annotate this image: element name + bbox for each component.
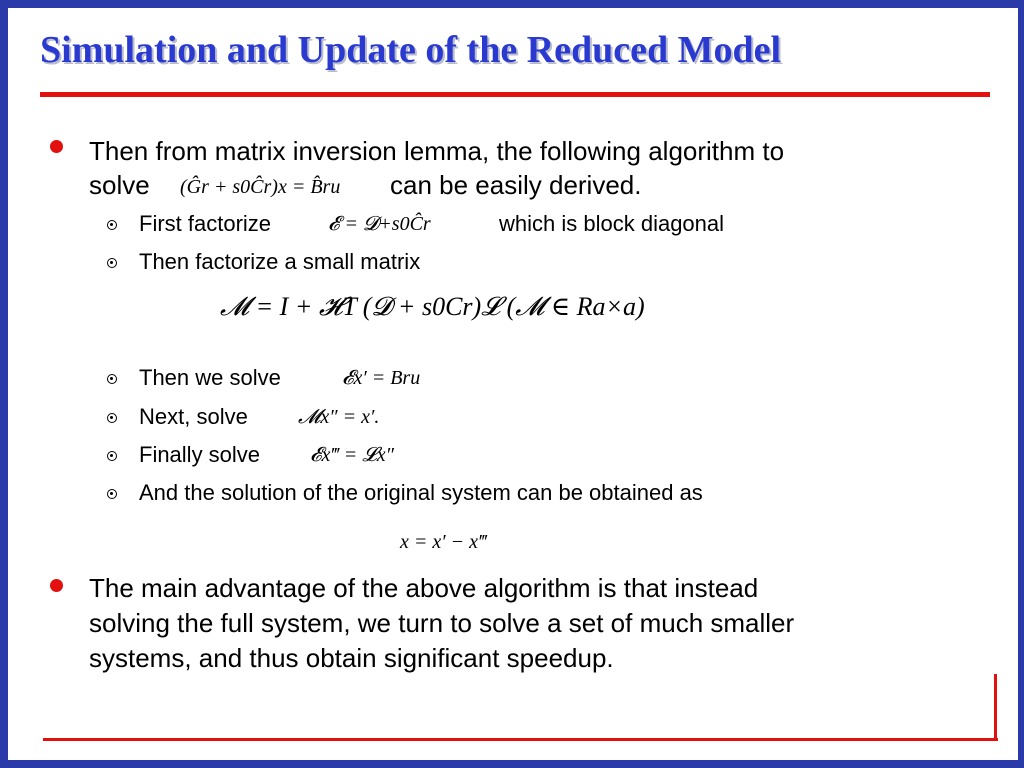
bullet-dot (50, 579, 63, 592)
bullet-text: The main advantage of the above algorithm is that instead (89, 573, 759, 603)
bullet-text: Then from matrix inversion lemma, the following algorithm to (89, 136, 785, 166)
slide (8, 8, 1018, 760)
equation: (Ĝr + s0Ĉr)x = B̂ru (180, 176, 341, 198)
sub-bullet-text: Next, solve (139, 404, 248, 429)
sub-bullet-icon (107, 374, 117, 384)
bullet-text: systems, and thus obtain significant speedup. (89, 643, 614, 673)
equation: 𝓔x′ = Bru (342, 367, 421, 389)
title-underline (40, 92, 990, 97)
slide-title: Simulation and Update of the Reduced Model (40, 29, 782, 71)
sub-bullet-text: which is block diagonal (499, 211, 725, 236)
equation-display: x = x′ − x‴ (400, 531, 487, 553)
sub-bullet-icon (107, 451, 117, 461)
bullet-text: solving the full system, we turn to solve a set of much smaller (89, 608, 795, 638)
sub-bullet-text: Then we solve (139, 365, 281, 390)
equation-display: 𝓜 = I + 𝓗T (𝓓 + s0Cr)𝓛 (𝓜 ∈ Ra×a) (220, 292, 645, 321)
equation: 𝓔 = 𝓓+s0Ĉr (328, 213, 431, 235)
sub-bullet-icon (107, 258, 117, 268)
sub-bullet-text: First factorize (139, 211, 272, 236)
equation: 𝓜x″ = x′. (298, 406, 380, 428)
sub-bullet-text: Then factorize a small matrix (139, 249, 421, 274)
sub-bullet-icon (107, 413, 117, 423)
bullet-text: can be easily derived. (390, 170, 642, 200)
bullet-dot (50, 140, 63, 153)
bullet-text: solve (89, 170, 150, 200)
footer-vertical-rule (994, 674, 997, 741)
equation: 𝓔x‴ = 𝓛x″ (310, 444, 394, 466)
sub-bullet-icon (107, 489, 117, 499)
sub-bullet-text: Finally solve (139, 442, 261, 467)
footer-rule (43, 738, 998, 741)
sub-bullet-icon (107, 220, 117, 230)
sub-bullet-text: And the solution of the original system can be obtained as (139, 480, 703, 505)
